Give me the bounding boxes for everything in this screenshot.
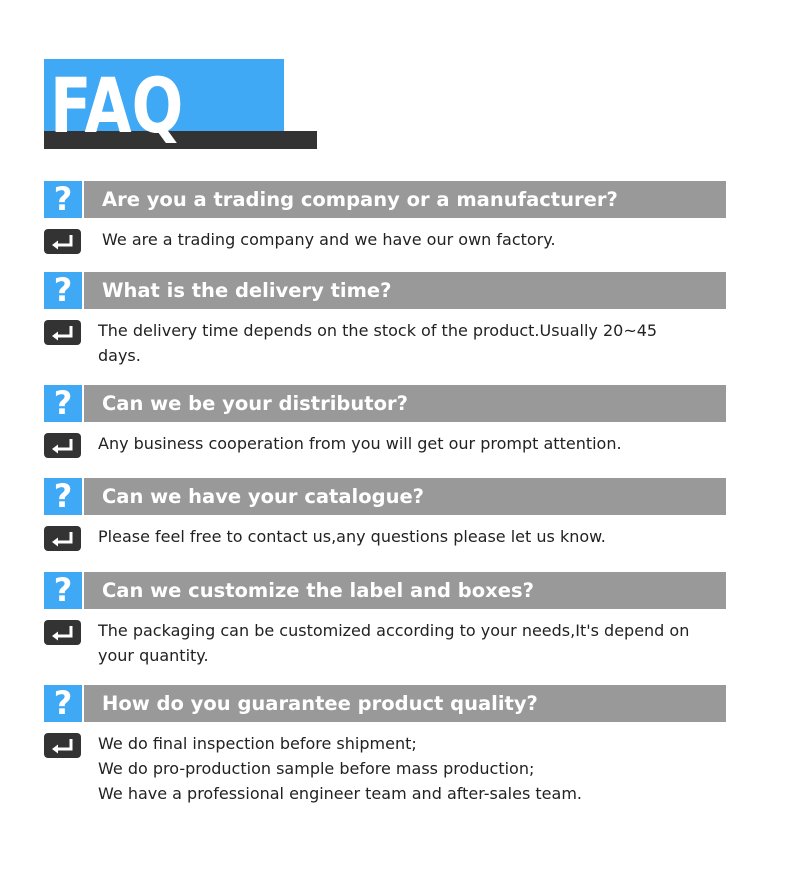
faq-header: [0, 0, 790, 160]
answer-line: We have a professional engineer team and after-sales team.: [98, 784, 582, 803]
question-text: Can we be your distributor?: [102, 392, 408, 415]
question-mark-icon: ?: [44, 572, 82, 609]
answer-line: We are a trading company and we have our own factory.: [102, 230, 556, 249]
enter-key-icon: [44, 320, 81, 345]
question-row: [44, 181, 726, 218]
answer-text: [98, 431, 723, 456]
question-row: [44, 385, 726, 422]
question-text: How do you guarantee product quality?: [102, 692, 538, 715]
question-row: [44, 685, 726, 722]
enter-key-icon: [44, 526, 81, 551]
answer-line: We do final inspection before shipment;: [98, 734, 417, 753]
answer-line: The delivery time depends on the stock of the product.Usually 20~45: [98, 321, 658, 340]
question-row: [44, 272, 726, 309]
question-mark-icon: ?: [44, 272, 82, 309]
answer-line: Any business cooperation from you will get our prompt attention.: [98, 434, 622, 453]
answer-line: days.: [98, 346, 141, 365]
enter-key-icon: [44, 733, 81, 758]
question-text: Can we customize the label and boxes?: [102, 579, 534, 602]
answer-text: [98, 731, 723, 806]
answer-text: [98, 318, 723, 368]
question-row: [44, 572, 726, 609]
question-mark-icon: ?: [44, 181, 82, 218]
question-mark-icon: ?: [44, 685, 82, 722]
question-text: What is the delivery time?: [102, 279, 392, 302]
answer-text: [102, 227, 727, 252]
enter-key-icon: [44, 433, 81, 458]
answer-line: your quantity.: [98, 646, 209, 665]
answer-text: [98, 524, 723, 549]
page-title: FAQ: [50, 61, 184, 150]
question-mark-icon: ?: [44, 478, 82, 515]
answer-text: [98, 618, 723, 668]
answer-line: The packaging can be customized according to your needs,It's depend on: [98, 621, 690, 640]
question-row: [44, 478, 726, 515]
question-text: Can we have your catalogue?: [102, 485, 424, 508]
enter-key-icon: [44, 620, 81, 645]
answer-line: We do pro-production sample before mass production;: [98, 759, 535, 778]
enter-key-icon: [44, 229, 81, 254]
question-mark-icon: ?: [44, 385, 82, 422]
question-text: Are you a trading company or a manufacturer?: [102, 188, 618, 211]
answer-line: Please feel free to contact us,any questions please let us know.: [98, 527, 606, 546]
